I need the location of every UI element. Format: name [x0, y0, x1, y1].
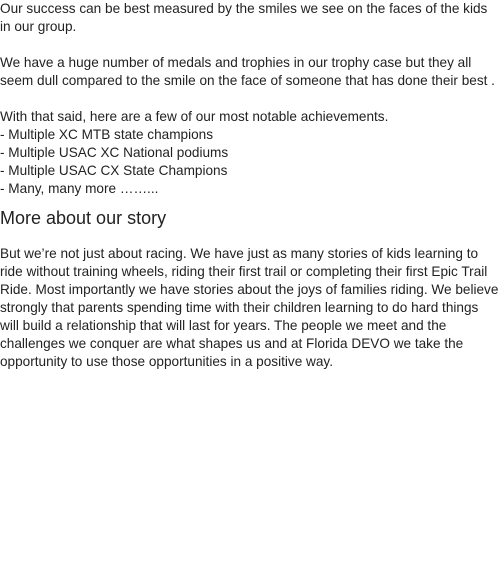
paragraph-medals: We have a huge number of medals and trophies in our trophy case but they all seem dull compared to the smile on the face of someone that has done their best . [0, 55, 495, 88]
achievement-item: - Many, many more ……... [0, 181, 159, 196]
spacer [0, 90, 500, 108]
section-heading: More about our story [0, 208, 167, 228]
spacer [0, 229, 500, 245]
achievement-item: - Multiple USAC XC National podiums [0, 145, 229, 160]
paragraph-not-just-racing: But we’re not just about racing. We have just as many stories of kids learning to ride without training wheels, riding their first trail or completing their first Epic Trail Ride. Most importantly we have stories about the joys of families riding. We believe strongly that parents spending time with their children learning to do hard things will build a relationship that will last for years. The people we meet and the challenges we conquer are what shapes us and at Florida DEVO we take the opportunity to use those opportunities in a positive way. [0, 246, 499, 369]
achievement-item: - Multiple USAC CX State Champions [0, 163, 228, 178]
paragraph-success: Our success can be best measured by the smiles we see on the faces of the kids in our group. [0, 1, 488, 34]
achievements-block [0, 108, 500, 198]
achievement-item: - Multiple XC MTB state champions [0, 127, 214, 142]
spacer [0, 36, 500, 54]
achievements-intro: With that said, here are a few of our most notable achievements. [0, 109, 389, 124]
